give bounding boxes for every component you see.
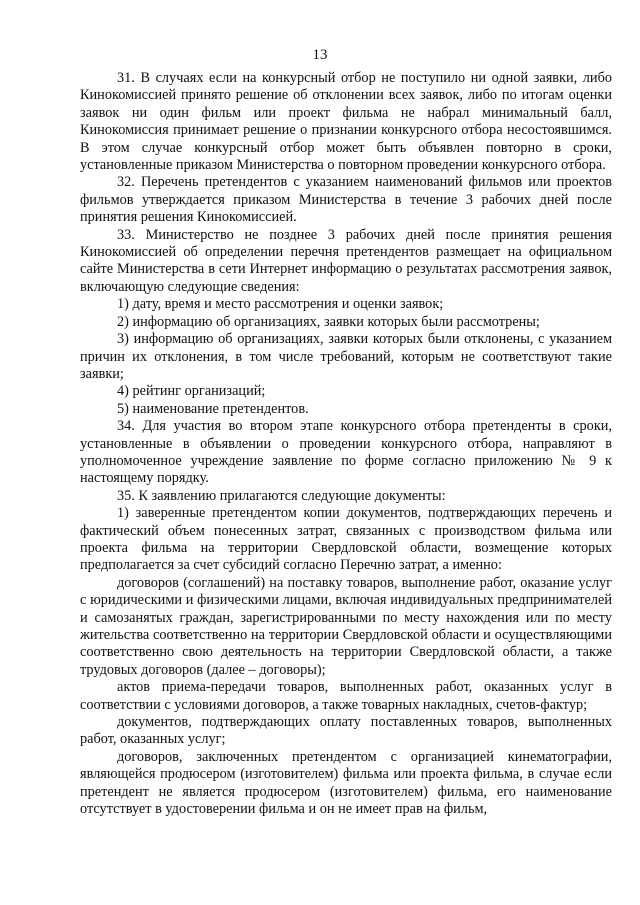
paragraph-32: 32. Перечень претендентов с указанием наименований фильмов или проектов фильмов утверждается приказом Министерства в течение 3 рабочих дней после принятия решения Кинокомиссией. [80,174,612,226]
sub-item-acts: актов приема-передачи товаров, выполненных работ, оказанных услуг в соответствии с условиями договоров, а также товарных накладных, счетов-фактур; [80,679,612,713]
page-number: 13 [312,47,328,63]
sub-item-producer-contracts: договоров, заключенных претендентом с организацией кинематографии, являющейся продюсером (изготовителем) фильма или проекта фильма, в случае если претендент не является продюсером (изготовителем) фильма, его наименование отсутствует в удостоверении фильма и он не имеет прав на фильм, [80,748,612,818]
paragraph-35: 35. К заявлению прилагаются следующие документы: [117,487,446,504]
list-item-33-4: 4) рейтинг организаций; [117,383,266,400]
document-body [80,70,612,818]
paragraph-34: 34. Для участия во втором этапе конкурсного отбора претенденты в сроки, установленные в объявлении о проведении конкурсного отбора, направляют в уполномоченное учреждение заявление по форме согласно приложению № 9 к настоящему порядку. [80,418,612,487]
list-item-33-3: 3) информацию об организациях, заявки которых были отклонены, с указанием причин их отклонения, в том числе требований, которым не соответствуют такие заявки; [80,331,612,382]
list-item-35-1: 1) заверенные претендентом копии документов, подтверждающих перечень и фактический объем понесенных затрат, связанных с производством фильма или проекта фильма на территории Свердловской области, возмещение которых предполагается за счет субсидий согласно Перечню затрат, а именно: [80,505,612,574]
paragraph-31: 31. В случаях если на конкурсный отбор не поступило ни одной заявки, либо Кинокомиссией принято решение об отклонении всех заявок, либо по итогам оценки заявок ни один фильм или проект фильма не набрал минимальный балл, Кинокомиссия принимает решение о признании конкурсного отбора несостоявшимся. В этом случае конкурсный отбор может быть объявлен повторно в сроки, установленные приказом Министерства о повторном проведении конкурсного отбора. [80,70,612,174]
list-item-33-1: 1) дату, время и место рассмотрения и оценки заявок; [117,296,444,313]
list-item-33-2: 2) информацию об организациях, заявки которых были рассмотрены; [117,313,540,330]
sub-item-contracts: договоров (соглашений) на поставку товаров, выполнение работ, оказание услуг с юридическими и физическими лицами, включая индивидуальных предпринимателей и самозанятых граждан, зарегистрированными по месту нахождения или по месту жительства соответственно на территории Свердловской области и осуществляющими соответственно свою деятельность на территории Свердловской области, а также трудовых договоров (далее – договоры); [80,574,612,678]
paragraph-33: 33. Министерство не позднее 3 рабочих дней после принятия решения Кинокомиссией об определении перечня претендентов размещает на официальном сайте Министерства в сети Интернет информацию о результатах рассмотрения заявок, включающую следующие сведения: [80,226,612,295]
list-item-33-5: 5) наименование претендентов. [117,400,309,417]
sub-item-payment-documents: документов, подтверждающих оплату поставленных товаров, выполненных работ, оказанных услуг; [80,714,612,748]
